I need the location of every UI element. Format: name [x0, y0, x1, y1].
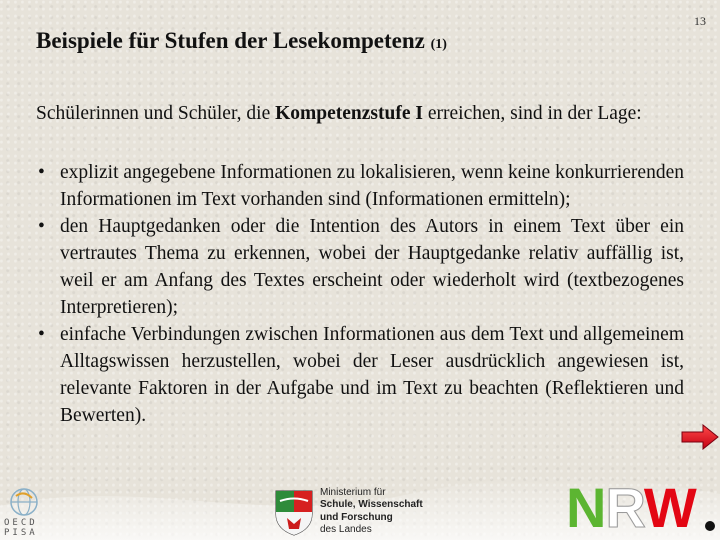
ministry-line: und Forschung [320, 511, 393, 523]
bullet-icon: • [38, 216, 45, 237]
intro-text-after: erreichen, sind in der Lage: [422, 103, 642, 124]
nrw-coat-of-arms-icon [273, 488, 315, 536]
intro-paragraph [36, 101, 676, 127]
title-suffix: (1) [430, 37, 447, 52]
nrw-dot-icon [705, 521, 715, 531]
next-slide-arrow-icon[interactable] [681, 424, 719, 450]
ministry-line: des Landes [320, 524, 372, 536]
ministry-line: Ministerium für [320, 487, 386, 498]
nrw-letter-w: W [643, 476, 696, 539]
nrw-letter-r: R [605, 476, 644, 539]
ministry-label [320, 487, 423, 537]
bullet-text: einfache Verbindungen zwischen Informationen aus dem Text und allgemeinem Alltagswissen herzustellen, wobei der Leser ausdrücklich angewiesen ist, relevante Faktoren in der Aufgabe und im Text zu beachten (Reflektieren und Bewerten). [60, 324, 684, 426]
bullet-icon: • [38, 162, 45, 183]
intro-text-before: Schülerinnen und Schüler, die [36, 103, 276, 124]
ministry-line: Schule, Wissenschaft [320, 499, 423, 511]
nrw-logo [566, 476, 696, 539]
page-title [36, 28, 447, 54]
bullet-list [36, 159, 684, 429]
bullet-text: den Hauptgedanken oder die Intention des Autors in einem Text über ein vertrautes Thema zu erkennen, wobei der Hauptgedanke relativ auffällig ist, weil er am Anfang des Textes erscheint oder wiederholt wird (textbezogenes Interpretieren); [60, 216, 684, 318]
intro-bold-term: Kompetenzstufe I [275, 103, 423, 124]
bullet-item [36, 159, 684, 213]
bullet-item [36, 321, 684, 429]
oecd-pisa-letters: OECD PISA [4, 518, 38, 538]
bullet-item [36, 213, 684, 321]
bullet-icon: • [38, 324, 45, 345]
title-text: Beispiele für Stufen der Lesekompetenz [36, 28, 425, 53]
slide-number: 13 [694, 14, 706, 28]
nrw-letter-n: N [566, 476, 606, 539]
bullet-text: explizit angegebene Informationen zu lokalisieren, wenn keine konkurrierenden Informationen im Text vorhanden sind (Informationen ermitteln); [60, 162, 684, 210]
